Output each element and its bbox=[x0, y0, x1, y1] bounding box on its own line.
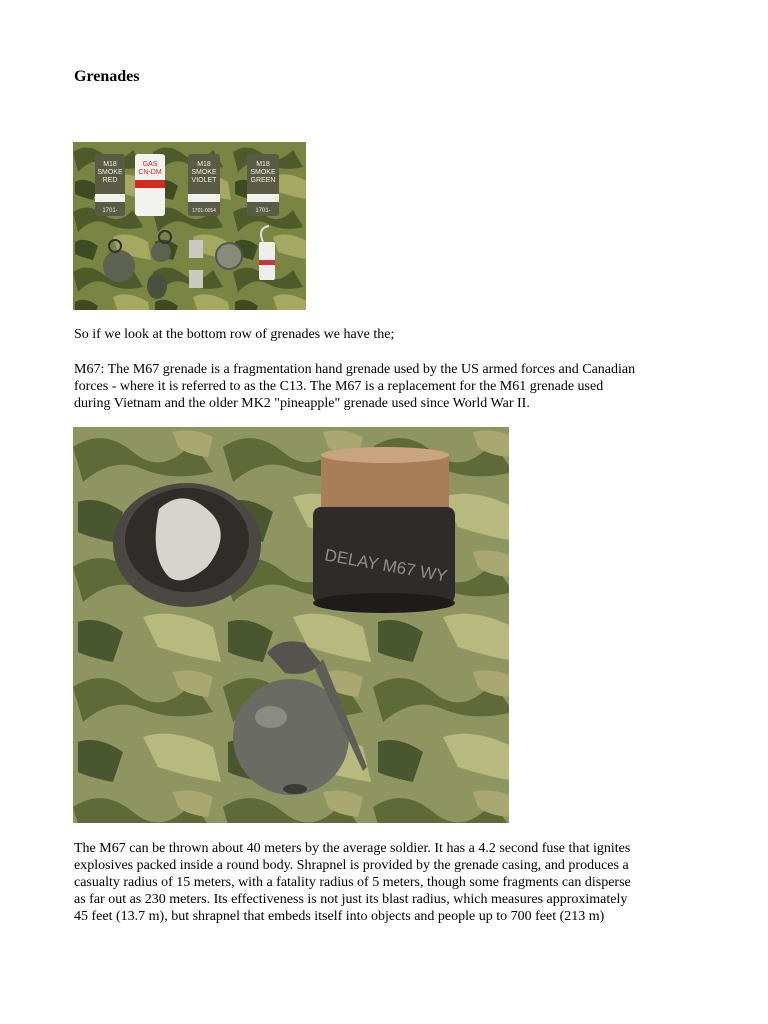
page-title: Grenades bbox=[74, 68, 140, 85]
svg-text:1701-: 1701- bbox=[102, 208, 118, 214]
grenade-collection-photo bbox=[73, 142, 306, 310]
m67-grenade-photo bbox=[73, 427, 509, 823]
smoke-canister-red bbox=[95, 154, 125, 216]
paragraph-line: casualty radius of 15 meters, with a fatality radius of 5 meters, though some fragments can disperse bbox=[74, 875, 631, 890]
svg-text:GAS: GAS bbox=[142, 161, 158, 168]
svg-text:1701-0054: 1701-0054 bbox=[192, 208, 216, 214]
paragraph-line: forces - where it is referred to as the C13. The M67 is a replacement for the M61 grenade used bbox=[74, 379, 604, 394]
svg-text:CN-DM: CN-DM bbox=[138, 169, 162, 176]
m67-description-paragraph bbox=[74, 361, 704, 412]
svg-text:VIOLET: VIOLET bbox=[191, 177, 217, 184]
svg-text:M18: M18 bbox=[197, 161, 211, 168]
paragraph-line: during Vietnam and the older MK2 "pineapple" grenade used since World War II. bbox=[74, 396, 530, 411]
svg-text:SMOKE: SMOKE bbox=[250, 169, 276, 176]
gas-canister bbox=[135, 154, 165, 216]
svg-text:M18: M18 bbox=[103, 161, 117, 168]
svg-text:1701-: 1701- bbox=[255, 208, 271, 214]
smoke-canister-violet bbox=[188, 154, 220, 216]
shipping-container bbox=[313, 447, 455, 613]
m67-details-paragraph bbox=[74, 840, 704, 925]
smoke-canister-green bbox=[247, 154, 279, 216]
svg-text:GREEN: GREEN bbox=[250, 177, 276, 184]
paragraph-line: explosives packed inside a round body. Shrapnel is provided by the grenade casing, and produces a bbox=[74, 858, 629, 873]
intro-paragraph: So if we look at the bottom row of grenades we have the; bbox=[74, 327, 395, 342]
paragraph-line: M67: The M67 grenade is a fragmentation hand grenade used by the US armed forces and Canadian bbox=[74, 362, 636, 377]
svg-text:M18: M18 bbox=[256, 161, 270, 168]
container-cap bbox=[113, 483, 261, 607]
svg-text:RED: RED bbox=[102, 177, 118, 184]
svg-text:DELAY M67 WY: DELAY M67 WY bbox=[323, 545, 449, 586]
svg-text:SMOKE: SMOKE bbox=[191, 169, 217, 176]
paragraph-line: The M67 can be thrown about 40 meters by the average soldier. It has a 4.2 second fuse that ignites bbox=[74, 841, 631, 856]
paragraph-line: 45 feet (13.7 m), but shrapnel that embeds itself into objects and people up to 700 feet (213 m) bbox=[74, 909, 605, 924]
svg-text:SMOKE: SMOKE bbox=[97, 169, 123, 176]
paragraph-line: as far out as 230 meters. Its effectiveness is not just its blast radius, which measures approximately bbox=[74, 892, 628, 907]
